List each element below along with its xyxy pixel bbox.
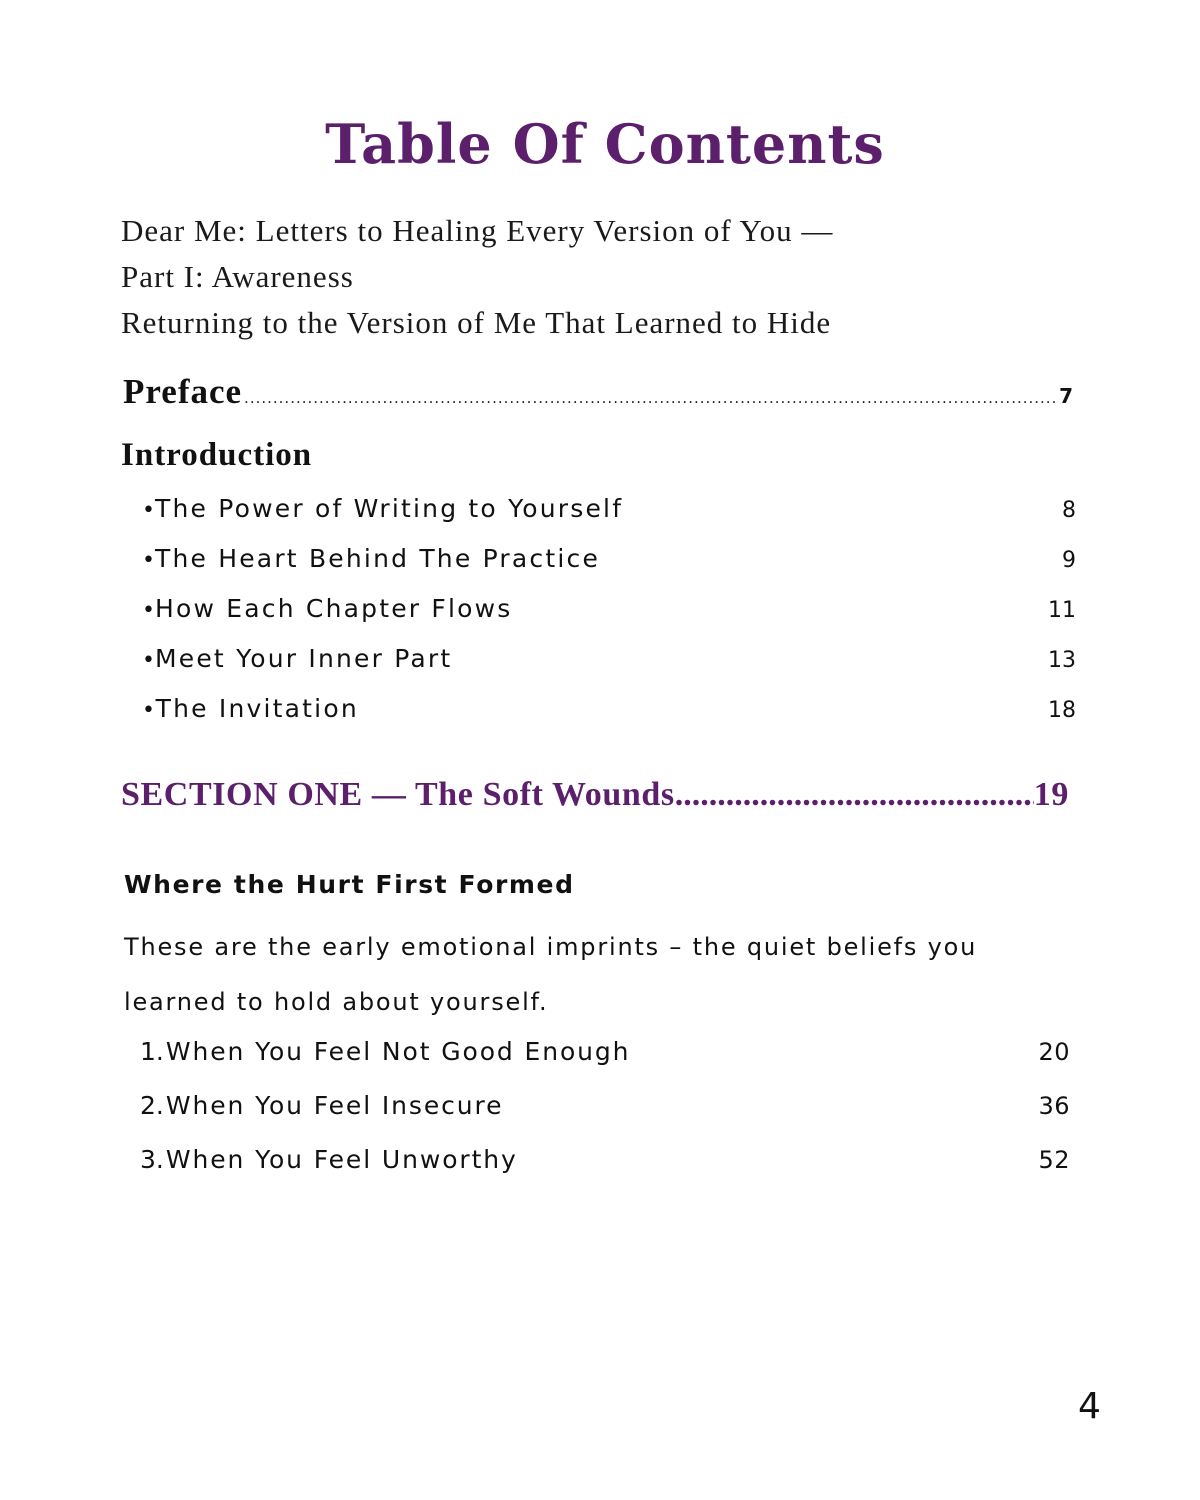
bullet-dot-icon: • [142, 698, 155, 723]
bullet-dot-icon: • [142, 598, 155, 623]
toc-entry-label: When You Feel Not Good Enough [165, 1037, 631, 1066]
toc-entry-page: 11 [1048, 598, 1076, 623]
book-subtitle [121, 208, 833, 346]
section-title: SECTION ONE — The Soft Wounds [121, 776, 675, 813]
toc-entry-label: Preface [123, 372, 243, 411]
section-subheading: Where the Hurt First Formed [124, 870, 575, 899]
subtitle-line: Dear Me: Letters to Healing Every Version of You — [121, 213, 834, 248]
toc-entry-label: The Power of Writing to Yourself [154, 494, 624, 523]
toc-entry-page: 7 [1059, 384, 1073, 408]
toc-entry-page: 9 [1062, 548, 1076, 573]
toc-entry-preface[interactable] [123, 372, 1073, 412]
bullet-dot-icon: • [142, 648, 155, 673]
page-title: Table Of Contents [325, 112, 885, 176]
page-number: 4 [1078, 1386, 1101, 1427]
toc-entry-page: 13 [1048, 648, 1076, 673]
bullet-dot-icon: • [142, 498, 155, 523]
chapter-number: 2. [140, 1091, 164, 1120]
toc-entry-chapter[interactable] [140, 1086, 1070, 1140]
toc-entry-section-one[interactable] [121, 776, 1069, 814]
toc-entry-label: Meet Your Inner Part [154, 644, 453, 673]
toc-entry-page: 8 [1062, 498, 1076, 523]
toc-entry-page: 20 [1038, 1038, 1070, 1066]
dot-leader [625, 503, 1060, 517]
dot-leader [515, 603, 1046, 617]
toc-entry-page: 52 [1038, 1146, 1070, 1174]
toc-entry-label: When You Feel Insecure [165, 1091, 504, 1120]
toc-entry-chapter[interactable] [140, 1032, 1070, 1086]
toc-entry-intro[interactable] [142, 690, 1076, 740]
subtitle-line: Part I: Awareness [121, 259, 354, 294]
toc-entry-intro[interactable] [142, 590, 1076, 640]
dot-leader [361, 703, 1046, 717]
dot-leader [505, 1100, 1036, 1114]
section-description: These are the early emotional imprints – the quiet beliefs you learned to hold about yourself. [124, 933, 978, 1016]
toc-entry-intro[interactable] [142, 490, 1076, 540]
toc-entry-intro[interactable] [142, 540, 1076, 590]
dot-leader [244, 389, 1057, 404]
dot-leader [520, 1154, 1037, 1168]
subtitle-line: Returning to the Version of Me That Learned to Hide [121, 305, 832, 340]
chapter-list [140, 1032, 1070, 1194]
dot-leader [675, 776, 1034, 810]
toc-entry-label: How Each Chapter Flows [154, 594, 513, 623]
dot-leader [602, 553, 1060, 567]
toc-entry-page: 19 [1033, 776, 1069, 813]
dot-leader [632, 1046, 1036, 1060]
toc-entry-page: 18 [1048, 698, 1076, 723]
dot-leader [454, 653, 1046, 667]
introduction-heading: Introduction [121, 437, 313, 473]
bullet-dot-icon: • [142, 548, 155, 573]
toc-entry-intro[interactable] [142, 640, 1076, 690]
chapter-number: 1. [140, 1037, 164, 1066]
toc-entry-label: The Heart Behind The Practice [154, 544, 601, 573]
toc-entry-chapter[interactable] [140, 1140, 1070, 1194]
introduction-list [142, 490, 1076, 740]
toc-entry-page: 36 [1038, 1092, 1070, 1120]
toc-entry-label: The Invitation [155, 694, 359, 723]
chapter-number: 3. [140, 1145, 164, 1174]
toc-entry-label: When You Feel Unworthy [165, 1145, 518, 1174]
